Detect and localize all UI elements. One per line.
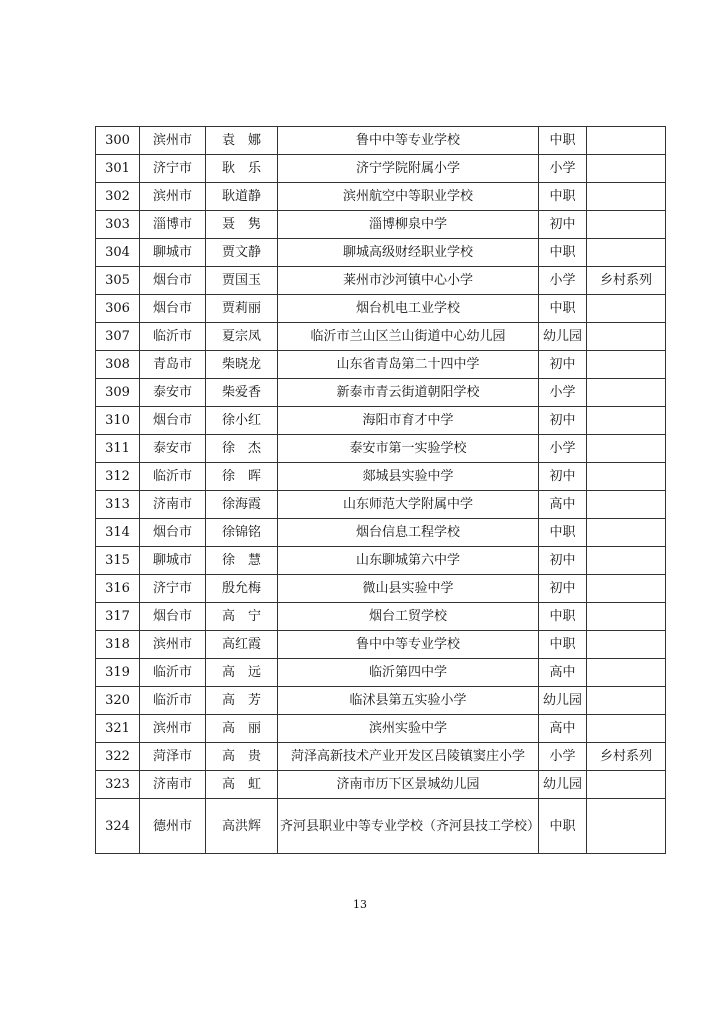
row-number: 306 — [96, 295, 140, 323]
level-cell: 中职 — [539, 127, 587, 155]
table-row — [96, 519, 666, 547]
school-cell: 烟台信息工程学校 — [278, 519, 539, 547]
row-number: 308 — [96, 351, 140, 379]
table-row — [96, 183, 666, 211]
name-cell: 徐慧 — [206, 547, 278, 575]
name-cell: 袁娜 — [206, 127, 278, 155]
table-row — [96, 295, 666, 323]
row-number: 309 — [96, 379, 140, 407]
city-cell: 烟台市 — [140, 519, 206, 547]
table-row — [96, 659, 666, 687]
school-cell: 海阳市育才中学 — [278, 407, 539, 435]
row-number: 320 — [96, 687, 140, 715]
level-cell: 中职 — [539, 183, 587, 211]
name-cell: 柴晓龙 — [206, 351, 278, 379]
school-cell: 山东师范大学附属中学 — [278, 491, 539, 519]
city-cell: 菏泽市 — [140, 743, 206, 771]
school-cell: 泰安市第一实验学校 — [278, 435, 539, 463]
name-cell: 高远 — [206, 659, 278, 687]
note-cell — [587, 407, 666, 435]
note-cell — [587, 687, 666, 715]
school-cell: 山东聊城第六中学 — [278, 547, 539, 575]
table-row — [96, 715, 666, 743]
row-number: 302 — [96, 183, 140, 211]
school-cell: 济南市历下区景城幼儿园 — [278, 771, 539, 799]
row-number: 324 — [96, 799, 140, 854]
city-cell: 济宁市 — [140, 575, 206, 603]
level-cell: 中职 — [539, 603, 587, 631]
name-cell: 高虹 — [206, 771, 278, 799]
name-cell: 高洪辉 — [206, 799, 278, 854]
note-cell — [587, 351, 666, 379]
note-cell — [587, 379, 666, 407]
name-cell: 高芳 — [206, 687, 278, 715]
note-cell — [587, 771, 666, 799]
table-row — [96, 211, 666, 239]
roster-table — [95, 126, 666, 854]
table-row — [96, 631, 666, 659]
note-cell: 乡村系列 — [587, 743, 666, 771]
note-cell — [587, 463, 666, 491]
city-cell: 临沂市 — [140, 687, 206, 715]
table-row — [96, 771, 666, 799]
roster-body — [96, 127, 666, 854]
row-number: 316 — [96, 575, 140, 603]
table-row — [96, 687, 666, 715]
city-cell: 滨州市 — [140, 631, 206, 659]
name-cell: 高丽 — [206, 715, 278, 743]
school-cell: 鲁中中等专业学校 — [278, 127, 539, 155]
note-cell — [587, 295, 666, 323]
city-cell: 烟台市 — [140, 603, 206, 631]
row-number: 300 — [96, 127, 140, 155]
row-number: 312 — [96, 463, 140, 491]
table-row — [96, 575, 666, 603]
school-cell: 烟台工贸学校 — [278, 603, 539, 631]
level-cell: 幼儿园 — [539, 687, 587, 715]
name-cell: 高宁 — [206, 603, 278, 631]
school-cell: 临沂第四中学 — [278, 659, 539, 687]
level-cell: 初中 — [539, 547, 587, 575]
name-cell: 高红霞 — [206, 631, 278, 659]
row-number: 304 — [96, 239, 140, 267]
level-cell: 中职 — [539, 239, 587, 267]
level-cell: 高中 — [539, 715, 587, 743]
table-row — [96, 603, 666, 631]
table-row — [96, 239, 666, 267]
name-cell: 高贵 — [206, 743, 278, 771]
row-number: 313 — [96, 491, 140, 519]
note-cell — [587, 799, 666, 854]
row-number: 315 — [96, 547, 140, 575]
note-cell — [587, 155, 666, 183]
row-number: 307 — [96, 323, 140, 351]
row-number: 323 — [96, 771, 140, 799]
page-number: 13 — [353, 898, 367, 911]
note-cell — [587, 435, 666, 463]
table-row — [96, 323, 666, 351]
row-number: 319 — [96, 659, 140, 687]
city-cell: 淄博市 — [140, 211, 206, 239]
school-cell: 新泰市青云街道朝阳学校 — [278, 379, 539, 407]
city-cell: 聊城市 — [140, 239, 206, 267]
row-number: 322 — [96, 743, 140, 771]
table-row — [96, 155, 666, 183]
note-cell — [587, 491, 666, 519]
name-cell: 贾莉丽 — [206, 295, 278, 323]
level-cell: 初中 — [539, 575, 587, 603]
table-row — [96, 547, 666, 575]
school-cell: 莱州市沙河镇中心小学 — [278, 267, 539, 295]
level-cell: 中职 — [539, 631, 587, 659]
name-cell: 夏宗凤 — [206, 323, 278, 351]
row-number: 301 — [96, 155, 140, 183]
school-cell: 鲁中中等专业学校 — [278, 631, 539, 659]
note-cell — [587, 239, 666, 267]
school-cell: 滨州实验中学 — [278, 715, 539, 743]
level-cell: 初中 — [539, 407, 587, 435]
name-cell: 徐杰 — [206, 435, 278, 463]
note-cell — [587, 631, 666, 659]
row-number: 310 — [96, 407, 140, 435]
level-cell: 初中 — [539, 463, 587, 491]
name-cell: 耿乐 — [206, 155, 278, 183]
city-cell: 滨州市 — [140, 127, 206, 155]
school-cell: 烟台机电工业学校 — [278, 295, 539, 323]
level-cell: 幼儿园 — [539, 323, 587, 351]
city-cell: 临沂市 — [140, 323, 206, 351]
level-cell: 初中 — [539, 351, 587, 379]
city-cell: 滨州市 — [140, 715, 206, 743]
school-cell: 齐河县职业中等专业学校（齐河县技工学校） — [278, 799, 539, 854]
table-row — [96, 379, 666, 407]
table-row — [96, 351, 666, 379]
table-row — [96, 463, 666, 491]
note-cell — [587, 547, 666, 575]
school-cell: 微山县实验中学 — [278, 575, 539, 603]
city-cell: 德州市 — [140, 799, 206, 854]
city-cell: 济南市 — [140, 491, 206, 519]
table-row — [96, 267, 666, 295]
row-number: 317 — [96, 603, 140, 631]
name-cell: 耿道静 — [206, 183, 278, 211]
city-cell: 济南市 — [140, 771, 206, 799]
note-cell — [587, 659, 666, 687]
table-row — [96, 799, 666, 854]
level-cell: 小学 — [539, 379, 587, 407]
name-cell: 徐海霞 — [206, 491, 278, 519]
row-number: 314 — [96, 519, 140, 547]
level-cell: 高中 — [539, 491, 587, 519]
table-row — [96, 491, 666, 519]
city-cell: 聊城市 — [140, 547, 206, 575]
name-cell: 柴爱香 — [206, 379, 278, 407]
table-row — [96, 743, 666, 771]
level-cell: 中职 — [539, 295, 587, 323]
note-cell — [587, 575, 666, 603]
note-cell — [587, 715, 666, 743]
school-cell: 临沂市兰山区兰山街道中心幼儿园 — [278, 323, 539, 351]
city-cell: 泰安市 — [140, 435, 206, 463]
row-number: 303 — [96, 211, 140, 239]
row-number: 318 — [96, 631, 140, 659]
level-cell: 初中 — [539, 211, 587, 239]
note-cell: 乡村系列 — [587, 267, 666, 295]
city-cell: 济宁市 — [140, 155, 206, 183]
city-cell: 临沂市 — [140, 463, 206, 491]
level-cell: 中职 — [539, 519, 587, 547]
note-cell — [587, 603, 666, 631]
school-cell: 淄博柳泉中学 — [278, 211, 539, 239]
school-cell: 临沭县第五实验小学 — [278, 687, 539, 715]
name-cell: 聂隽 — [206, 211, 278, 239]
level-cell: 高中 — [539, 659, 587, 687]
school-cell: 山东省青岛第二十四中学 — [278, 351, 539, 379]
table-row — [96, 407, 666, 435]
note-cell — [587, 323, 666, 351]
city-cell: 临沂市 — [140, 659, 206, 687]
name-cell: 殷允梅 — [206, 575, 278, 603]
note-cell — [587, 127, 666, 155]
level-cell: 小学 — [539, 435, 587, 463]
level-cell: 小学 — [539, 743, 587, 771]
school-cell: 菏泽高新技术产业开发区吕陵镇窦庄小学 — [278, 743, 539, 771]
note-cell — [587, 183, 666, 211]
school-cell: 济宁学院附属小学 — [278, 155, 539, 183]
name-cell: 徐小红 — [206, 407, 278, 435]
table-row — [96, 435, 666, 463]
city-cell: 烟台市 — [140, 295, 206, 323]
level-cell: 小学 — [539, 155, 587, 183]
name-cell: 徐锦铭 — [206, 519, 278, 547]
school-cell: 滨州航空中等职业学校 — [278, 183, 539, 211]
school-cell: 聊城高级财经职业学校 — [278, 239, 539, 267]
row-number: 305 — [96, 267, 140, 295]
name-cell: 贾国玉 — [206, 267, 278, 295]
level-cell: 小学 — [539, 267, 587, 295]
note-cell — [587, 519, 666, 547]
note-cell — [587, 211, 666, 239]
name-cell: 贾文静 — [206, 239, 278, 267]
city-cell: 烟台市 — [140, 267, 206, 295]
city-cell: 滨州市 — [140, 183, 206, 211]
city-cell: 泰安市 — [140, 379, 206, 407]
row-number: 321 — [96, 715, 140, 743]
city-cell: 青岛市 — [140, 351, 206, 379]
school-cell: 郯城县实验中学 — [278, 463, 539, 491]
level-cell: 中职 — [539, 799, 587, 854]
table-row — [96, 127, 666, 155]
level-cell: 幼儿园 — [539, 771, 587, 799]
row-number: 311 — [96, 435, 140, 463]
city-cell: 烟台市 — [140, 407, 206, 435]
name-cell: 徐晖 — [206, 463, 278, 491]
